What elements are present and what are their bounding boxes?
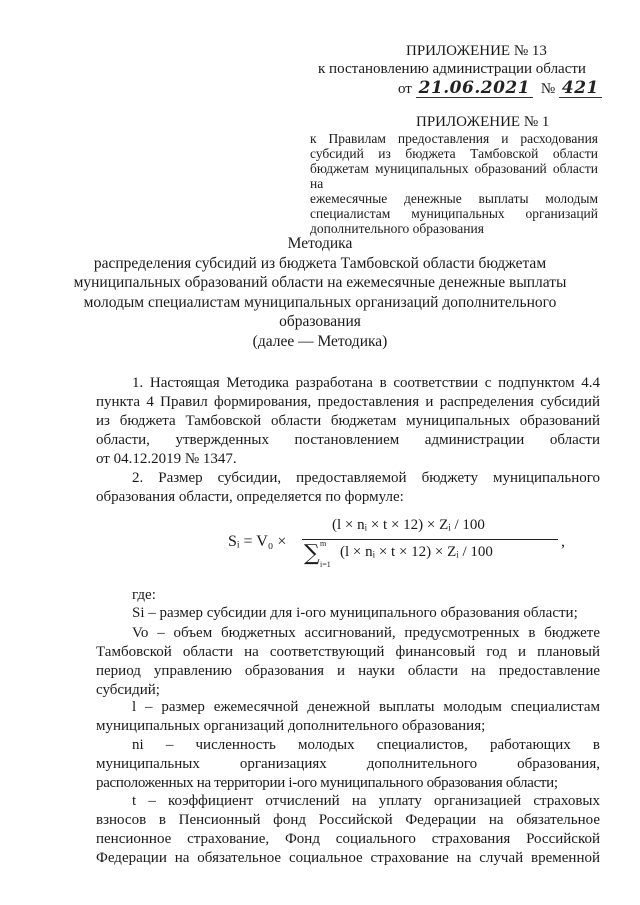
definition-line: l – размер ежемесячной денежной выплаты молодым специалистам: [132, 699, 600, 715]
title-line: (далее — Методика): [252, 332, 388, 350]
definition-line: взносов в Пенсионный фонд Российской Федерации на обязательное: [96, 812, 600, 828]
definition-line: t – коэффициент отчислений на уплату организацией страховых: [132, 793, 600, 809]
definition-t: [96, 792, 600, 868]
rules-line: специалистам муниципальных организаций: [310, 206, 598, 221]
where-label: где:: [132, 587, 156, 603]
sum-lower-limit: i=1: [320, 560, 331, 569]
from-label: от: [398, 81, 412, 97]
formula-comma: ,: [561, 533, 565, 550]
title-line: муниципальных образований области на ежемесячные денежные выплаты: [73, 274, 567, 291]
formula-numerator: (l × nᵢ × t × 12) × Zᵢ / 100: [332, 517, 485, 533]
appendix-1-heading: ПРИЛОЖЕНИЕ № 1: [416, 114, 550, 130]
definition-line: Vo – объем бюджетных ассигнований, предусмотренных в бюджете: [132, 625, 600, 641]
paragraph-line: 1. Настоящая Методика разработана в соответствии с подпунктом 4.4: [132, 375, 600, 391]
appendix-13-heading: ПРИЛОЖЕНИЕ № 13: [406, 43, 547, 59]
definition-line: Федерации на обязательное социальное страхование на случай временной: [96, 850, 600, 866]
handwritten-date: 21.06.2021: [416, 79, 533, 98]
rules-line: ежемесячные денежные выплаты молодым: [310, 191, 598, 206]
title-line: молодым специалистам муниципальных организаций дополнительного: [83, 293, 557, 311]
paragraph-line: пункта 4 Правил формирования, предоставления и распределения субсидий: [96, 394, 600, 410]
paragraph-line: от 04.12.2019 № 1347.: [96, 451, 237, 467]
definition-line: субсидий;: [96, 682, 160, 698]
sum-upper-limit: m: [320, 539, 327, 548]
rules-line: к Правилам предоставления и расходования: [310, 131, 598, 146]
sigma-symbol: ∑: [304, 541, 320, 566]
definition-line: период управлению образования и науки области на предоставление: [96, 663, 600, 679]
definition-vo: [96, 624, 600, 700]
number-label: №: [540, 81, 556, 97]
paragraph-line: 2. Размер субсидии, предоставляемой бюджету муниципального: [132, 470, 600, 486]
definition-line: муниципальных организаций дополнительного образования;: [96, 718, 486, 734]
to-resolution-line: к постановлению администрации области: [318, 61, 586, 77]
paragraph-1: [96, 374, 600, 469]
rules-reference: [310, 131, 598, 236]
definition-ni: [96, 736, 600, 793]
paragraph-line: из бюджета Тамбовской области бюджетам муниципальных образований: [96, 413, 600, 429]
definition-line: Тамбовской области на соответствующий финансовый год и плановый: [96, 644, 600, 660]
subsidy-formula: [228, 517, 568, 570]
title-line: распределения субсидий из бюджета Тамбовской области бюджетам: [93, 254, 547, 272]
paragraph-line: образования области, определяется по формуле:: [96, 489, 404, 505]
definition-line: пенсионное страхование, Фонд социального страхования Российской: [96, 831, 600, 847]
formula-lhs: Sᵢ = V₀ ×: [228, 533, 287, 550]
rules-line: дополнительного образования: [310, 221, 484, 236]
resolution-date-line: [398, 79, 602, 98]
title-line: образования: [279, 313, 361, 330]
title-line: Методика: [287, 235, 353, 252]
definition-line: расположенных на территории i-ого муниципального образования области;: [96, 775, 558, 791]
fraction-bar: [302, 539, 558, 540]
rules-line: субсидий из бюджета Тамбовской области: [310, 146, 598, 161]
definition-line: муниципальных организациях дополнительного образования,: [96, 756, 600, 772]
document-title: [0, 234, 640, 351]
handwritten-number: 421: [559, 79, 602, 98]
definition-l: [96, 698, 600, 736]
definition-si: Si – размер субсидии для i-ого муниципального образования области;: [132, 605, 578, 621]
definition-line: ni – численность молодых специалистов, работающих в: [132, 737, 600, 753]
paragraph-2: [96, 469, 600, 507]
paragraph-line: области, утвержденных постановлением администрации области: [96, 432, 600, 448]
rules-line: бюджетам муниципальных образований области на: [310, 161, 598, 191]
formula-denominator: (l × nᵢ × t × 12) × Zᵢ / 100: [340, 544, 493, 560]
